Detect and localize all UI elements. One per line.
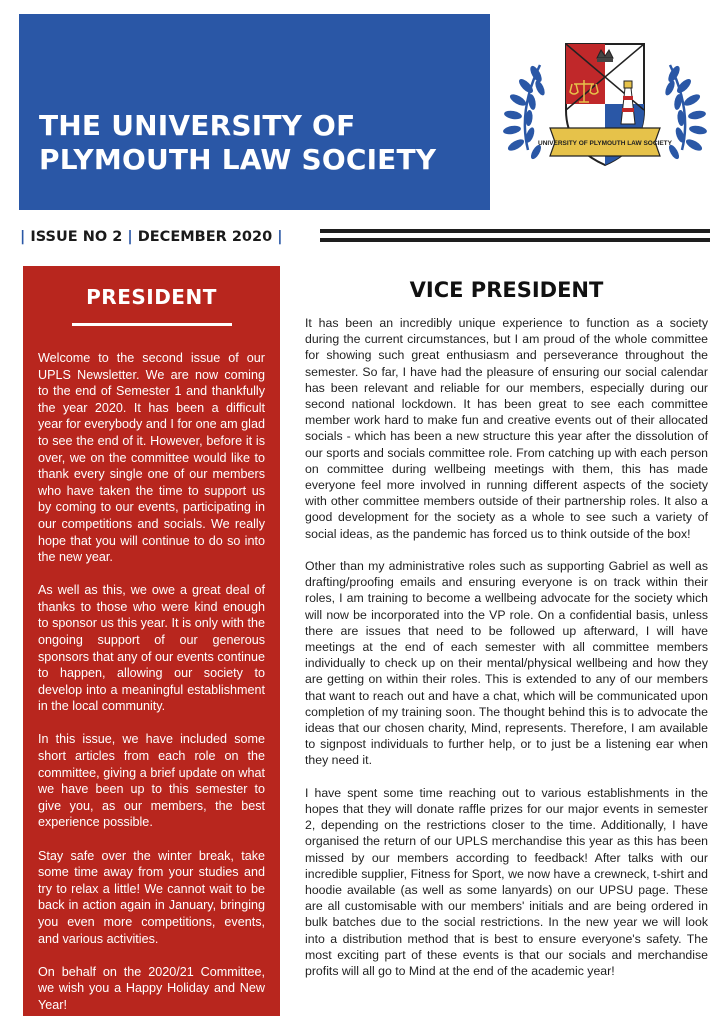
president-paragraph: Stay safe over the winter break, take some time away from your studies and try to relax a little! We cannot wait to be back in action again in January, bringing you even more competitions, events, and various activities. (38, 848, 265, 946)
president-body (23, 350, 280, 1013)
president-paragraph: As well as this, we owe a great deal of thanks to those who were kind enough to sponsor us this year. It is only with the ongoing support of our generous sponsors that any of our events continue to happen, allowing our society to develop into a meaningful establishment in the local community. (38, 583, 265, 714)
page-title (39, 109, 436, 177)
vice-president-paragraph: I have spent some time reaching out to various establishments in the hopes that they will donate raffle prizes for our major events in semester 2, depending on the restrictions closer to the time. Additionally, I have organised the return of our UPLS merchandise this year as this has been missed by our members according to feedback! After talks with our incredible supplier, Fitness for Sport, we now have a crewneck, t-shirt and hoodie available (as well as some lanyards) on our UPSU page. These are all customisable with our members' initials and are being ordered in bulk batches due to the social restrictions. In the new year we will look into a distribution method that is best to ensure everyone's safety. The most exciting part of these events is that our socials and merchandise profits will all go to Mind at the end of the academic year! (305, 785, 708, 979)
vice-president-column (305, 278, 708, 995)
vice-president-paragraph: Other than my administrative roles such as supporting Gabriel as well as drafting/proofing emails and ensuring everyone is on track within their roles, I am training to become a wellbeing advocate for the society which will now be incorporated into the VP role. On a confidential basis, unless there are issues that need to be followed up afterward, I will have meetings at the end of each semester with all committee members individually to check up on their mental/physical wellbeing and how they are getting on within their roles. This is extended to any of our members that want to reach out and have a chat, which will be communicated upon completion of my training soon. The thought behind this is to advocate the ideas that our chosen charity, Mind, represents. Therefore, I am available to signpost individuals to further help, or to just be a listening ear when they need it. (305, 559, 708, 768)
title-line-1: THE UNIVERSITY OF (39, 109, 356, 142)
issue-date: DECEMBER 2020 (137, 229, 273, 245)
crest-banner (538, 128, 673, 156)
header-divider-lines (320, 229, 710, 242)
president-heading: PRESIDENT (86, 285, 217, 309)
vice-president-body (305, 315, 708, 979)
issue-number: ISSUE NO 2 (30, 229, 123, 245)
president-column (23, 266, 280, 1016)
vice-president-paragraph: It has been an incredibly unique experience to function as a society during the current circumstances, but I am proud of the whole committee for showing such great enthusiasm and perseverance throughout the semester. So far, I have had the pleasure of ensuring our social calendar has been relevant and reliable for our members, especially during our second national lockdown. It has been great to see each committee member work hard to make fun and creative events out of their allocated socials - which has been a new structure this year after the dissolution of our sports and socials committee role. From catching up with each person on committee during wellbeing meetings with them, this has made everyone feel more involved in running different aspects of the society with other committee members outside of their partnership roles. It also a good development for the society as a whole to see such a variety of social ideas, as the pandemic has forced us to think outside of the box! (305, 316, 708, 541)
president-heading-rule (72, 323, 232, 326)
vice-president-heading: VICE PRESIDENT (409, 278, 604, 302)
title-line-2: PLYMOUTH LAW SOCIETY (39, 143, 437, 176)
president-paragraph: Welcome to the second issue of our UPLS Newsletter. We are now coming to the end of Semester 1 and thankfully the year 2020. It has been a difficult year for everybody and I for one am glad to see the end of it. However, before it is over, we on the committee would like to thank every single one of our members who have taken the time to support us by coming to our events, participating in our competitions and socials. We really hope that you will continue to do so into the new year. (38, 351, 265, 565)
president-paragraph: On behalf on the 2020/21 Committee, we wish you a Happy Holiday and New Year! (38, 964, 265, 1012)
issue-info-bar: | ISSUE NO 2 | DECEMBER 2020 | (20, 229, 283, 245)
header-banner (19, 14, 490, 210)
crest-banner-text: UNIVERSITY OF PLYMOUTH LAW SOCIETY (538, 140, 672, 147)
president-paragraph: In this issue, we have included some short articles from each role on the committee, giving a brief update on what we have been up to this semester to give you, as our members, the best experience possible. (38, 732, 265, 830)
law-society-crest-logo (500, 20, 710, 205)
